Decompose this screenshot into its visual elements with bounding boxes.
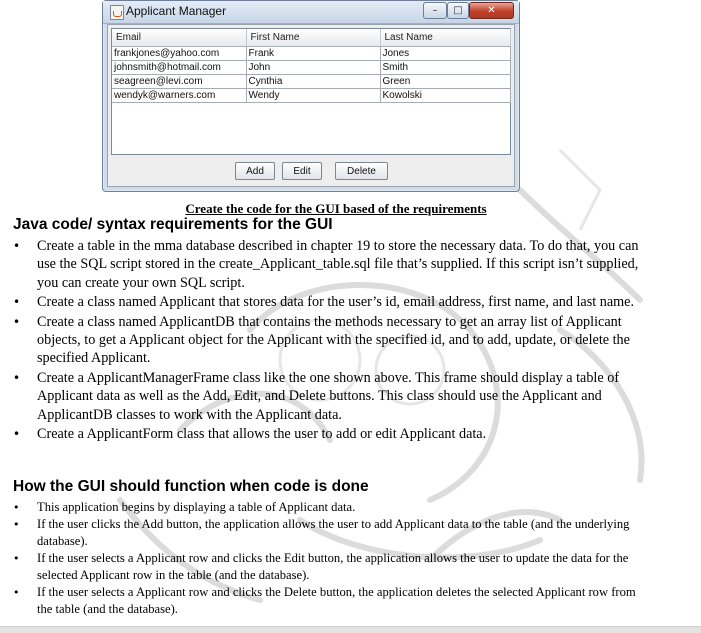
column-header-email[interactable]: Email: [112, 29, 246, 47]
heading-gui-function: How the GUI should function when code is done: [13, 478, 369, 495]
cell-email[interactable]: seagreen@levi.com: [112, 75, 246, 89]
cell-first-name[interactable]: Frank: [246, 47, 380, 61]
list-item: • Create a ApplicantManagerFrame class like the one shown above. This frame should display a table of Applicant data as well as the Add, Edit, and Delete buttons. This class should use the Applicant and ApplicantDB classes to work with the Applicant data.: [0, 369, 650, 424]
column-header-first-name[interactable]: First Name: [246, 29, 380, 47]
button-panel: [108, 161, 514, 181]
minimize-button[interactable]: –: [423, 2, 447, 19]
requirements-list: [0, 237, 650, 444]
table-row[interactable]: [112, 89, 510, 103]
applicant-table: [112, 29, 511, 103]
caption: Create the code for the GUI based of the requirements: [185, 201, 487, 216]
maximize-button[interactable]: □: [447, 2, 469, 19]
applicant-manager-window: [102, 0, 520, 192]
window-title: Applicant Manager: [126, 4, 227, 18]
delete-button[interactable]: Delete: [335, 162, 388, 180]
table-row[interactable]: [112, 61, 510, 75]
cell-email[interactable]: frankjones@yahoo.com: [112, 47, 246, 61]
list-item: • Create a ApplicantForm class that allows the user to add or edit Applicant data.: [0, 425, 650, 443]
close-button[interactable]: ✕: [469, 2, 514, 19]
table-header-row: [112, 29, 510, 47]
list-item: • If the user clicks the Add button, the application allows the user to add Applicant data to the table (and the underlying database).: [0, 516, 650, 550]
window-client-area: [107, 24, 515, 187]
list-item: • Create a class named Applicant that stores data for the user’s id, email address, first name, and last name.: [0, 293, 650, 311]
list-item: • If the user selects a Applicant row and clicks the Delete button, the application deletes the selected Applicant row from the table (and the database).: [0, 584, 650, 618]
java-app-icon: [110, 5, 124, 20]
cell-first-name[interactable]: Wendy: [246, 89, 380, 103]
cell-last-name[interactable]: Smith: [380, 61, 510, 75]
window-titlebar[interactable]: [103, 1, 519, 24]
column-header-last-name[interactable]: Last Name: [380, 29, 510, 47]
list-item: • This application begins by displaying a table of Applicant data.: [0, 499, 650, 516]
cell-first-name[interactable]: John: [246, 61, 380, 75]
list-item: • Create a table in the mma database described in chapter 19 to store the necessary data. To do that, you can use the SQL script stored in the create_Applicant_table.sql file that’s supplied. If this script isn’t supplied, you can create your own SQL script.: [0, 237, 650, 292]
add-button[interactable]: Add: [235, 162, 275, 180]
cell-email[interactable]: wendyk@warners.com: [112, 89, 246, 103]
list-item: • Create a class named ApplicantDB that contains the methods necessary to get an array list of Applicant objects, to get a Applicant object for the Applicant with the specified id, and to add, update, or delete the specified Applicant.: [0, 313, 650, 368]
function-list: [0, 499, 650, 618]
edit-button[interactable]: Edit: [282, 162, 322, 180]
table-row[interactable]: [112, 75, 510, 89]
list-item: • If the user selects a Applicant row and clicks the Edit button, the application allows the user to update the data for the selected Applicant row in the table (and the database).: [0, 550, 650, 584]
table-row[interactable]: [112, 47, 510, 61]
cell-first-name[interactable]: Cynthia: [246, 75, 380, 89]
heading-java-requirements: Java code/ syntax requirements for the GUI: [13, 216, 333, 233]
cell-last-name[interactable]: Green: [380, 75, 510, 89]
cell-email[interactable]: johnsmith@hotmail.com: [112, 61, 246, 75]
cell-last-name[interactable]: Kowolski: [380, 89, 510, 103]
cell-last-name[interactable]: Jones: [380, 47, 510, 61]
applicant-table-scrollpane[interactable]: [111, 28, 511, 155]
